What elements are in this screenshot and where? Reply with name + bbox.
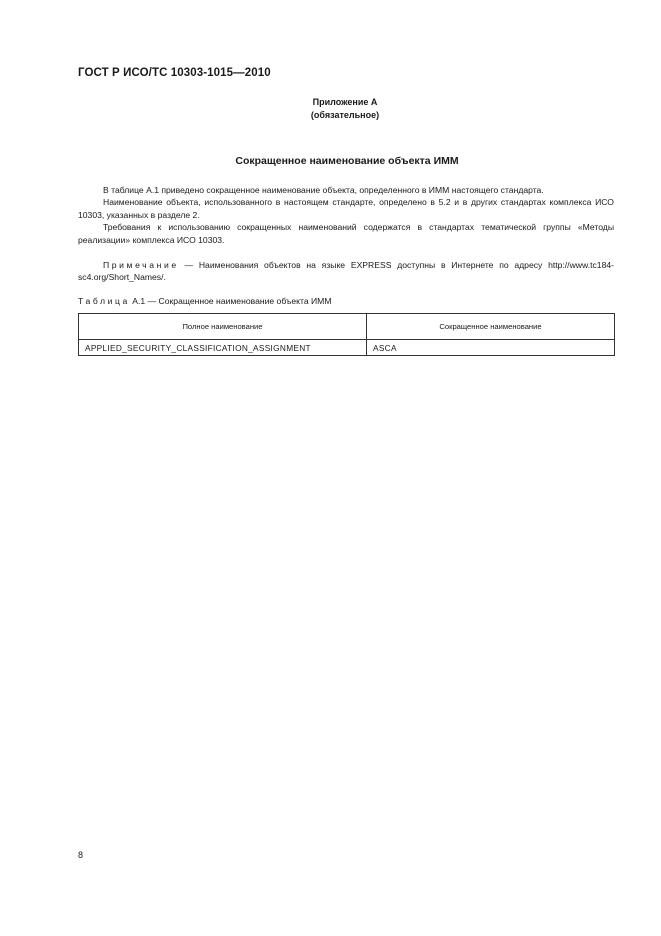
table-header-row: [79, 314, 615, 340]
annex-title: Приложение А: [312, 97, 378, 107]
cell-short-name: ASCA: [367, 340, 615, 356]
note-text: — Наименования объектов на языке EXPRESS доступны в Интернете по адресу http://www.tc184-sc4.org/Short_Names/.: [78, 260, 614, 283]
note-block: [78, 259, 614, 284]
body-text: [78, 184, 614, 246]
table-caption: [78, 296, 331, 306]
column-header-short-name: Сокращенное наименование: [367, 314, 615, 340]
document-header-code: ГОСТ Р ИСО/ТС 10303-1015—2010: [78, 67, 271, 79]
table-caption-text: А.1 — Сокращенное наименование объекта ИММ: [129, 296, 332, 306]
cell-full-name: APPLIED_SECURITY_CLASSIFICATION_ASSIGNMENT: [79, 340, 367, 356]
note-paragraph: [78, 259, 614, 284]
paragraph: Наименование объекта, использованного в настоящем стандарте, определено в 5.2 и в других стандартах комплекса ИСО 10303, указанных в разделе 2.: [78, 197, 614, 220]
annex-status: (обязательное): [310, 110, 380, 120]
note-label: Примечание: [103, 260, 179, 270]
short-names-table: [78, 313, 615, 356]
table-row: [79, 340, 615, 356]
section-title: Сокращенное наименование объекта ИММ: [235, 155, 459, 167]
paragraph: Требования к использованию сокращенных наименований содержатся в стандартах тематической группы «Методы реализации» комплекса ИСО 10303.: [78, 222, 614, 245]
table-caption-label: Таблица: [78, 296, 130, 306]
column-header-full-name: Полное наименование: [79, 314, 367, 340]
paragraph: В таблице А.1 приведено сокращенное наименование объекта, определенного в ИММ настоящего стандарта.: [103, 185, 544, 195]
page-number: 8: [78, 850, 84, 860]
annex-heading: [0, 96, 661, 122]
